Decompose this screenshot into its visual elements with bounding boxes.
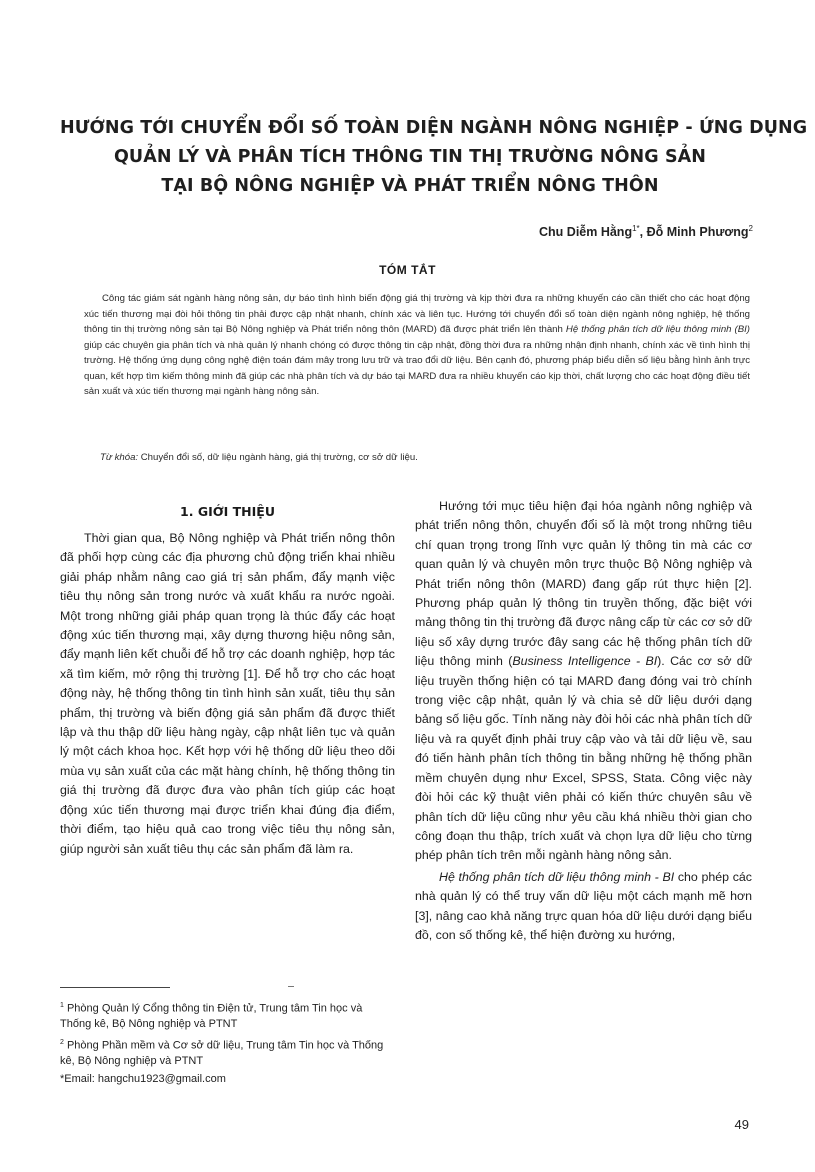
para2-part-2: ). Các cơ sở dữ liệu truyền thống hiện có tại MARD đang đóng vai trò chính trong việc cập nhật, quản lý và chia sẻ dữ liệu dưới dạng bảng số liệu gốc. Tính năng này đòi hỏi các nhà phân tích dữ liệu và ra quyết định phải truy cập vào và tải dữ liệu về, sau đó tiến hành phân tích thông tin bằng những hệ thống phần mềm chuyên dụng như Excel, SPSS, Stata. Công việc này đòi hỏi các kỹ thuật viên phải có kiến thức chuyên sâu về phân tích dữ liệu cũng như yêu cầu khá nhiều thời gian cho công đoạn thu thập, trích xuất và chọn lựa dữ liệu cho từng phép phân tích trên mỗi ngành hàng nông sản.	[415, 654, 752, 863]
abstract-heading: TÓM TẮT	[379, 263, 436, 277]
abstract-part-2: giúp các chuyên gia phân tích và nhà quản lý nhanh chóng có được thông tin cập nhật, đồng thời đưa ra những nhận định nhanh, chính xác về tình hình thị trường. Hệ thống ứng dụng công nghệ điện toán đám mây trong lưu trữ và trao đổi dữ liệu. Bên cạnh đó, phương pháp biểu diễn số liệu bằng hình ảnh trực quan, kết hợp tìm kiếm thông minh đã giúp các nhà phân tích và dự báo tại MARD đưa ra nhiều khuyến cáo kịp thời, chất lượng cho các hoạt động điều tiết sản xuất và xúc tiến thương mại ngành hàng nông sản.	[84, 339, 750, 397]
paper-title	[60, 114, 808, 201]
footnote-1-text: Phòng Quản lý Cổng thông tin Điện tử, Trung tâm Tin học và Thống kê, Bộ Nông nghiệp và PTNT	[60, 1002, 363, 1031]
author-separator: ,	[639, 225, 647, 240]
intro-paragraph-2	[415, 497, 752, 866]
right-column	[415, 497, 752, 945]
footnote-2	[60, 1035, 395, 1070]
footnote-separator	[60, 987, 170, 988]
author-1-name: Chu Diễm Hằng	[539, 225, 633, 240]
keywords-label: Từ khóa:	[100, 452, 139, 463]
footnote-2-text: Phòng Phần mềm và Cơ sở dữ liệu, Trung tâm Tin học và Thống kê, Bộ Nông nghiệp và PTNT	[60, 1039, 384, 1068]
para3-text: cho phép các nhà quản lý có thể truy vấn dữ liệu một cách mạnh mẽ hơn [3], nâng cao khả năng trực quan hóa dữ liệu dưới dạng biểu đồ, con số thống kê, thể hiện đường xu hướng,	[415, 869, 752, 942]
title-line-1: HƯỚNG TỚI CHUYỂN ĐỔI SỐ TOÀN DIỆN NGÀNH NÔNG NGHIỆP - ỨNG DỤNG	[60, 118, 808, 138]
keywords	[100, 452, 750, 463]
intro-paragraph-1: Thời gian qua, Bộ Nông nghiệp và Phát triển nông thôn đã phối hợp cùng các địa phương chủ động triển khai nhiều giải pháp nhằm nâng cao giá trị sản phẩm, đẩy mạnh việc tiêu thụ nông sản trong nước và xuất khẩu ra nước ngoài. Một trong những giải pháp quan trọng là thúc đẩy các hoạt động xúc tiến thương mại, xây dựng thương hiệu nông sản, đẩy mạnh liên kết chuỗi để hỗ trợ các doanh nghiệp, hợp tác xã tìm kiếm, mở rộng thị trường [1]. Để hỗ trợ cho các hoạt động này, hệ thống thông tin tình hình sản xuất, tiêu thụ sản phẩm, thị trường và biến động giá sản phẩm đã được thiết lập và thu thập dữ liệu hàng ngày, cập nhật liên tục và quản lý một cách khoa học. Kết hợp với hệ thống dữ liệu theo dõi mùa vụ sản xuất của các mặt hàng chính, hệ thống thông tin giá thị trường đã được đưa vào phân tích giúp các hoạt động xúc tiến thương mại được triển khai đúng địa điểm, thời điểm, tạo hiệu quả cao trong việc tiêu thụ nông sản, giúp người sản xuất tiêu thụ các sản phẩm đã làm ra.	[60, 531, 395, 856]
footnote-1	[60, 998, 395, 1033]
footnote-email: *Email: hangchu1923@gmail.com	[60, 1072, 226, 1085]
section-heading: 1. GIỚI THIỆU	[180, 504, 275, 519]
abstract-part-1: Công tác giám sát ngành hàng nông sản, dự báo tình hình biến động giá thị trường và kịp thời đưa ra những khuyến cáo cần thiết cho các hoạt động xúc tiến thương mại đòi hỏi thông tin phải được cập nhật nhanh, chính xác và liên tục. Hướng tới chuyển đổi số toàn diện ngành nông nghiệp, hệ thống thông tin thị trường nông sản tại Bộ Nông nghiệp và Phát triển nông thôn (MARD) đã được phát triển lên thành	[84, 293, 750, 335]
keywords-text: Chuyển đổi số, dữ liệu ngành hàng, giá thị trường, cơ sở dữ liệu.	[138, 452, 418, 463]
page-number: 49	[734, 1117, 749, 1132]
author-2-name: Đỗ Minh Phương	[646, 225, 749, 240]
title-line-3: TẠI BỘ NÔNG NGHIỆP VÀ PHÁT TRIỂN NÔNG THÔN	[161, 176, 659, 196]
intro-paragraph-3	[415, 868, 752, 946]
title-line-2: QUẢN LÝ VÀ PHÂN TÍCH THÔNG TIN THỊ TRƯỜNG NÔNG SẢN	[113, 147, 707, 167]
author-1-affiliation-mark: 1*	[632, 224, 640, 233]
footnote-1-mark: 1	[60, 1002, 64, 1009]
footnote-2-mark: 2	[60, 1038, 64, 1046]
para2-part-1: Hướng tới mục tiêu hiện đại hóa ngành nông nghiệp và phát triển nông thôn, chuyển đổi số là một trong những tiêu chí quan trọng trong lĩnh vực quản lý thông tin mà các cơ quan quản lý và chuyên môn trực thuộc Bộ Nông nghiệp và Phát triển nông thôn (MARD) đang gấp rút thực hiện [2]. Phương pháp quản lý thông tin truyền thống, đặc biệt với mảng thông tin thị trường đã được nâng cấp từ các cơ sở dữ liệu số xây dựng trước đây sang các hệ thống phân tích dữ liệu thông minh (	[415, 499, 752, 669]
footnotes	[60, 998, 395, 1089]
para2-italic-term: Business Intelligence - BI	[512, 654, 658, 669]
author-list	[539, 224, 753, 239]
author-2-affiliation-mark: 2	[748, 224, 753, 233]
para3-italic-term: Hệ thống phân tích dữ liệu thông minh - BI	[439, 869, 675, 884]
abstract-italic-term: Hệ thống phân tích dữ liệu thông minh (BI)	[565, 324, 750, 335]
left-column	[60, 500, 395, 859]
abstract-text	[84, 291, 750, 400]
footnote-separator-mark	[288, 986, 294, 987]
